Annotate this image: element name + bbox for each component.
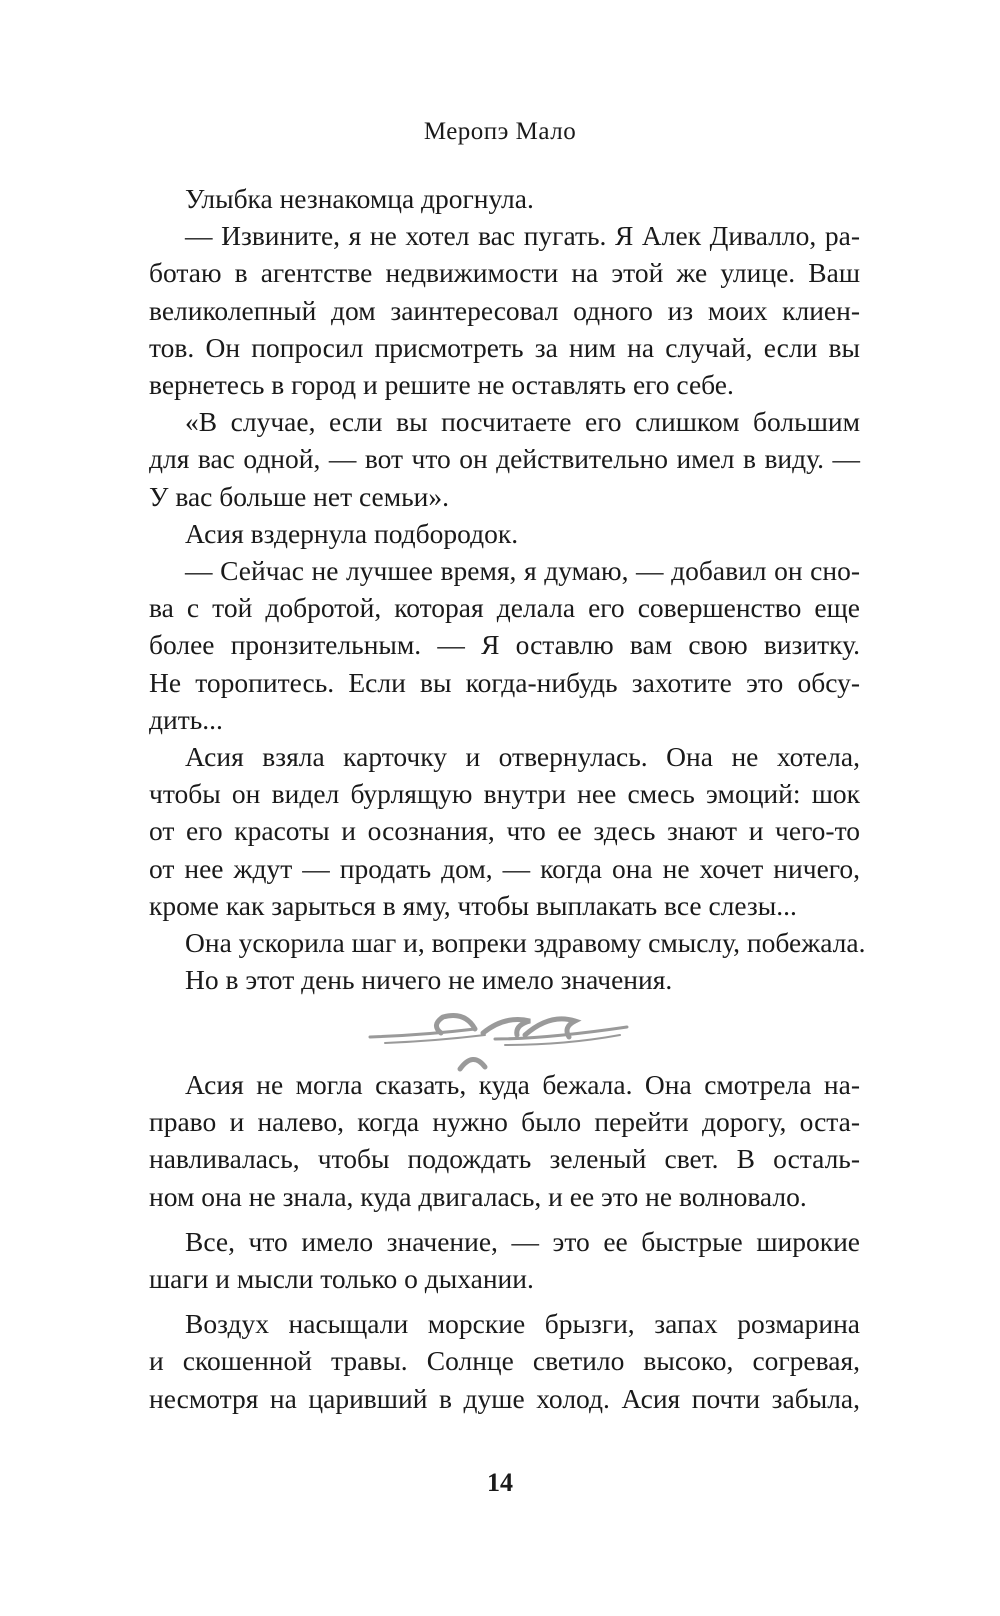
text-line: кроме как зарыться в яму, чтобы выплакать все слезы...: [149, 889, 797, 921]
text-line: — Извините, я не хотел вас пугать. Я Алек Дивалло, ра-: [185, 220, 860, 252]
text-line: Она ускорила шаг и, вопреки здравому смыслу, побежала.: [185, 927, 866, 959]
text-line: навливалась, чтобы подождать зеленый свет. В осталь-: [149, 1143, 860, 1175]
text-line: Асия взяла карточку и отвернулась. Она не хотела,: [185, 741, 860, 773]
text-line: Не торопитесь. Если вы когда-нибудь захотите это обсу-: [149, 666, 860, 698]
text-line: Асия не могла сказать, куда бежала. Она смотрела на-: [185, 1069, 860, 1100]
running-header-author: Меропэ Мало: [423, 118, 577, 145]
text-line: и скошенной травы. Солнце светило высоко, согревая,: [149, 1345, 860, 1377]
text-line: Но в этот день ничего не имело значения.: [185, 964, 673, 996]
text-line: ном она не знала, куда двигалась, и ее это не волновало.: [149, 1180, 807, 1212]
text-line: Улыбка незнакомца дрогнула.: [185, 183, 534, 214]
text-line: ва с той добротой, которая делала его совершенство еще: [149, 592, 860, 624]
text-line: право и налево, когда нужно было перейти дорогу, оста-: [149, 1106, 860, 1138]
page-number: 14: [487, 1468, 513, 1497]
text-line: более пронзительным. — Я оставлю вам свою визитку.: [149, 629, 860, 661]
text-line: от его красоты и осознания, что ее здесь знают и чего-то: [149, 815, 860, 847]
text-line: Воздух насыщали морские брызги, запах розмарина: [185, 1308, 860, 1340]
text-line: Асия вздернула подбородок.: [185, 517, 519, 549]
text-line: чтобы он видел бурлящую внутри нее смесь эмоций: шок: [149, 778, 860, 810]
text-line: тов. Он попросил присмотреть за ним на случай, если вы: [149, 331, 860, 363]
text-line: — Сейчас не лучшее время, я думаю, — добавил он сно-: [185, 555, 860, 587]
text-line: великолепный дом заинтересовал одного из моих клиен-: [149, 294, 860, 326]
text-line: дить...: [149, 703, 223, 735]
text-line: Все, что имело значение, — это ее быстрые широкие: [185, 1225, 860, 1257]
text-line: шаги и мысли только о дыхании.: [149, 1263, 534, 1295]
text-line: «В случае, если вы посчитаете его слишком большим: [185, 406, 860, 438]
text-line: ботаю в агентстве недвижимости на этой же улице. Ваш: [149, 257, 860, 289]
text-line: от нее ждут — продать дом, — когда она не хочет ничего,: [149, 852, 860, 884]
text-line: вернетесь в город и решите не оставлять его себе.: [149, 369, 734, 401]
text-block-2: [149, 1066, 860, 1417]
wave-ornament-icon: [365, 1005, 635, 1075]
text-line: несмотря на царивший в душе холод. Асия почти забыла,: [149, 1382, 860, 1414]
text-block-1: [149, 180, 866, 998]
text-line: У вас больше нет семьи».: [149, 480, 450, 512]
text-line: для вас одной, — вот что он действительно имел в виду. —: [149, 443, 860, 475]
